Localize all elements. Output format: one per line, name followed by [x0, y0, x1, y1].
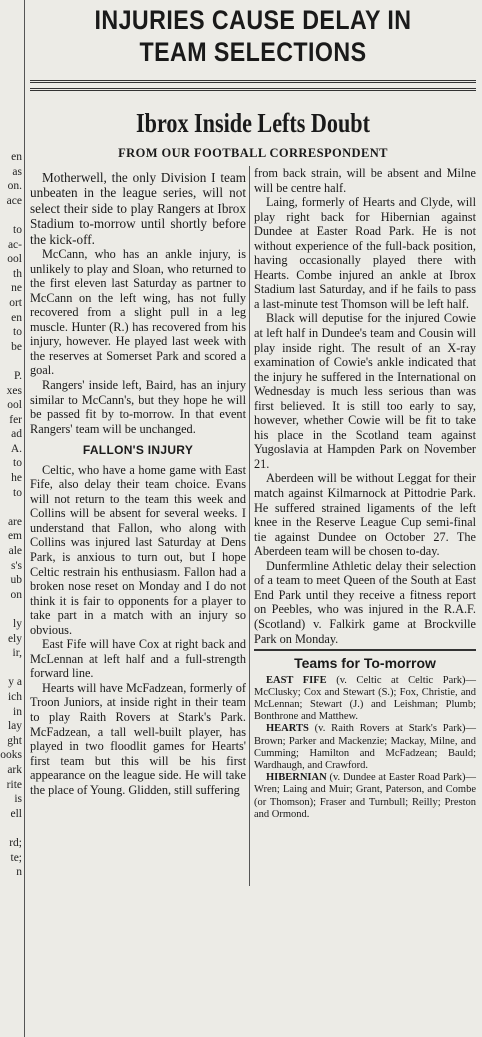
gutter-fragment: ell: [10, 807, 22, 820]
gutter-fragment: en: [11, 151, 22, 163]
gutter-fragment: as: [12, 165, 22, 178]
column-divider: [249, 166, 250, 886]
gutter-fragment: s's: [10, 559, 22, 572]
gutter-fragment: [0, 661, 24, 676]
team-entry: [254, 723, 476, 772]
gutter-fragment: to: [13, 326, 22, 339]
gutter-fragment: [0, 500, 24, 515]
gutter-fragment: ad: [11, 428, 22, 441]
team-lineup: (v. Celtic at Celtic Park)—McClusky; Cox and Stewart (S.); Fox, Christie, and McLennan; Stewart (J.) and Leishman; Plumb; Bonthrone and Matthew.: [254, 674, 476, 723]
article-paragraph: from back strain, will be absent and Milne will be centre half.: [254, 166, 476, 195]
gutter-fragment: n: [16, 866, 22, 879]
byline: FROM OUR FOOTBALL CORRESPONDENT: [118, 146, 388, 160]
gutter-fragment: ooks: [0, 749, 22, 762]
gutter-fragment: lay: [7, 720, 22, 733]
gutter-fragment: y a: [8, 676, 22, 689]
article-paragraph: Motherwell, the only Division I team unbeaten in the league series, will not select their side to play Rangers at Ibrox Stadium to-morrow until shortly before the kick-off.: [30, 170, 246, 247]
team-name: HIBERNIAN: [266, 772, 327, 784]
gutter-fragment: ool: [7, 399, 22, 412]
headline-line-1: INJURIES CAUSE DELAY IN: [94, 5, 412, 35]
article-paragraph: East Fife will have Cox at right back and McLennan at left half and a full-strength forward line.: [30, 637, 246, 681]
team-name: HEARTS: [266, 723, 309, 735]
article-paragraph: Hearts will have McFadzean, formerly of Troon Juniors, at inside right in their team to play Raith Rovers at Stark's Park. McFadzean, a tall well-built player, has played in two floodlit games for Hearts' first team but this will be his first appearance on the league side. He will take the place of Young. Glidden, still suffering: [30, 680, 246, 797]
headline-line-2: TEAM SELECTIONS: [139, 37, 367, 67]
gutter-fragment: em: [7, 530, 22, 543]
gutter-fragment: to: [13, 457, 22, 470]
article-paragraph: Rangers' inside left, Baird, has an injury similar to McCann's, but they hope he will be passed fit by to-morrow. In that event Rangers' team will be unchanged.: [30, 377, 246, 436]
gutter-fragment: ub: [10, 574, 22, 587]
gutter-fragment: [0, 821, 24, 836]
gutter-fragment: ale: [8, 545, 22, 558]
gutter-fragment: ich: [7, 690, 22, 703]
gutter-fragment: to: [13, 486, 22, 499]
gutter-fragment: xes: [6, 384, 22, 397]
gutter-fragment: ort: [9, 296, 22, 309]
gutter-fragment: to: [13, 223, 22, 236]
gutter-fragment: ly: [13, 618, 22, 630]
subheadline: Ibrox Inside Lefts Doubt: [136, 108, 370, 138]
gutter-fragment: is: [14, 793, 22, 806]
right-column: [254, 166, 476, 821]
gutter-fragment: P.: [14, 369, 22, 382]
gutter-fragment: rd;: [9, 836, 22, 849]
gutter-fragment: rite: [6, 778, 22, 791]
gutter-fragment: A.: [10, 442, 22, 455]
headline-rule: [30, 80, 476, 83]
section-heading-fallons-injury: FALLON'S INJURY: [82, 443, 194, 458]
teams-box-title: Teams for To-morrow: [294, 655, 436, 672]
left-column: [30, 170, 246, 797]
gutter-fragment: th: [13, 267, 22, 280]
gutter-fragment: ace: [6, 194, 22, 207]
gutter-fragment: ir,: [12, 647, 22, 660]
gutter-fragment: [0, 208, 24, 223]
gutter-fragment: ark: [7, 763, 22, 776]
article-paragraph: Celtic, who have a home game with East Fife, also delay their team choice. Evans will not return to the team this week and Collins will be absent for several weeks. I understand that Fallon, who along with Collins was injured last Saturday at Dens Park, is anxious to turn out, but I hope Celtic restrain his enthusiasm. Fallon had a broken nose reset on Monday and I do not think it is fair to opponents for a player to take part in a match with an injury so obvious.: [30, 462, 246, 637]
gutter-fragment: on: [10, 588, 22, 601]
article-paragraph: Aberdeen will be without Leggat for their match against Kilmarnock at Pittodrie Park. He suffered strained ligaments of the left knee in the Reserve League Cup semi-final tie against Dundee on October 27. The Aberdeen team will be chosen to-day.: [254, 471, 476, 559]
team-name: EAST FIFE: [266, 674, 327, 686]
headline-rule-lower: [30, 88, 476, 91]
article-paragraph: McCann, who has an ankle injury, is unlikely to play and Sloan, who returned to the first eleven last Saturday as partner to McCann on the left wing, has not fully recovered from a slight pull in a leg muscle. Hunter (R.) has recovered from his injury, however. He played last week with the reserves at Somerset Park and scored a goal.: [30, 247, 246, 378]
adjacent-column-fragments: [0, 0, 25, 1037]
headline: [30, 4, 476, 68]
article-paragraph: Laing, formerly of Hearts and Clyde, will play right back for Hibernian against Dundee at Easter Road Park. He is not without experience of the full-back position, having occasionally played there with Hearts. Combe injured an ankle at Ibrox Stadium last Saturday, and if he fails to pass a last-minute test Thomson will be left half.: [254, 195, 476, 311]
article-paragraph: Dunfermline Athletic delay their selection of a team to meet Queen of the South at East End Park until they receive a fitness report on Peebles, who was injured in the R.A.F. (Scotland) v. Falkirk game at Brockville Park on Monday.: [254, 558, 476, 646]
gutter-fragment: he: [11, 472, 22, 485]
gutter-fragment: [0, 354, 24, 369]
gutter-fragment: on.: [7, 180, 22, 193]
article-paragraph: Black will deputise for the injured Cowie at left half in Dundee's team and Cousin will play inside right. The result of an X-ray examination of Cowie's ankle indicated that the injury he suffered in the International on Wednesday is much less serious than was first believed. It is still too early to say, however, whether Cowie will be fit to take his place in the Scotland team against Yugoslavia at Hampden Park on November 21.: [254, 311, 476, 471]
team-entry: [254, 772, 476, 821]
gutter-fragment: en: [11, 311, 22, 324]
gutter-fragment: [0, 602, 24, 617]
gutter-fragment: ac-: [7, 238, 22, 251]
gutter-fragment: are: [7, 515, 22, 528]
team-entry: [254, 675, 476, 724]
gutter-fragment: be: [11, 340, 22, 353]
gutter-fragment: ely: [7, 632, 22, 645]
gutter-fragment: ool: [7, 253, 22, 266]
gutter-fragment: fer: [9, 413, 22, 426]
teams-box: [254, 649, 476, 821]
gutter-fragment: in: [13, 705, 22, 718]
team-lineup: (v. Raith Rovers at Stark's Park)—Brown; Parker and Mackenzie; Mackay, Milne, and Cumming; Hamilton and McFadzean; Bauld; Wardhaugh, and Crawford.: [254, 723, 476, 772]
gutter-fragment: ght: [7, 734, 22, 747]
team-lineup: (v. Dundee at Easter Road Park)—Wren; Laing and Muir; Grant, Paterson, and Combe (or Thomson); Fraser and Turnbull; Reilly; Preston and Ormond.: [254, 772, 477, 820]
gutter-fragment: ne: [11, 282, 22, 295]
gutter-fragment: te;: [10, 851, 22, 864]
